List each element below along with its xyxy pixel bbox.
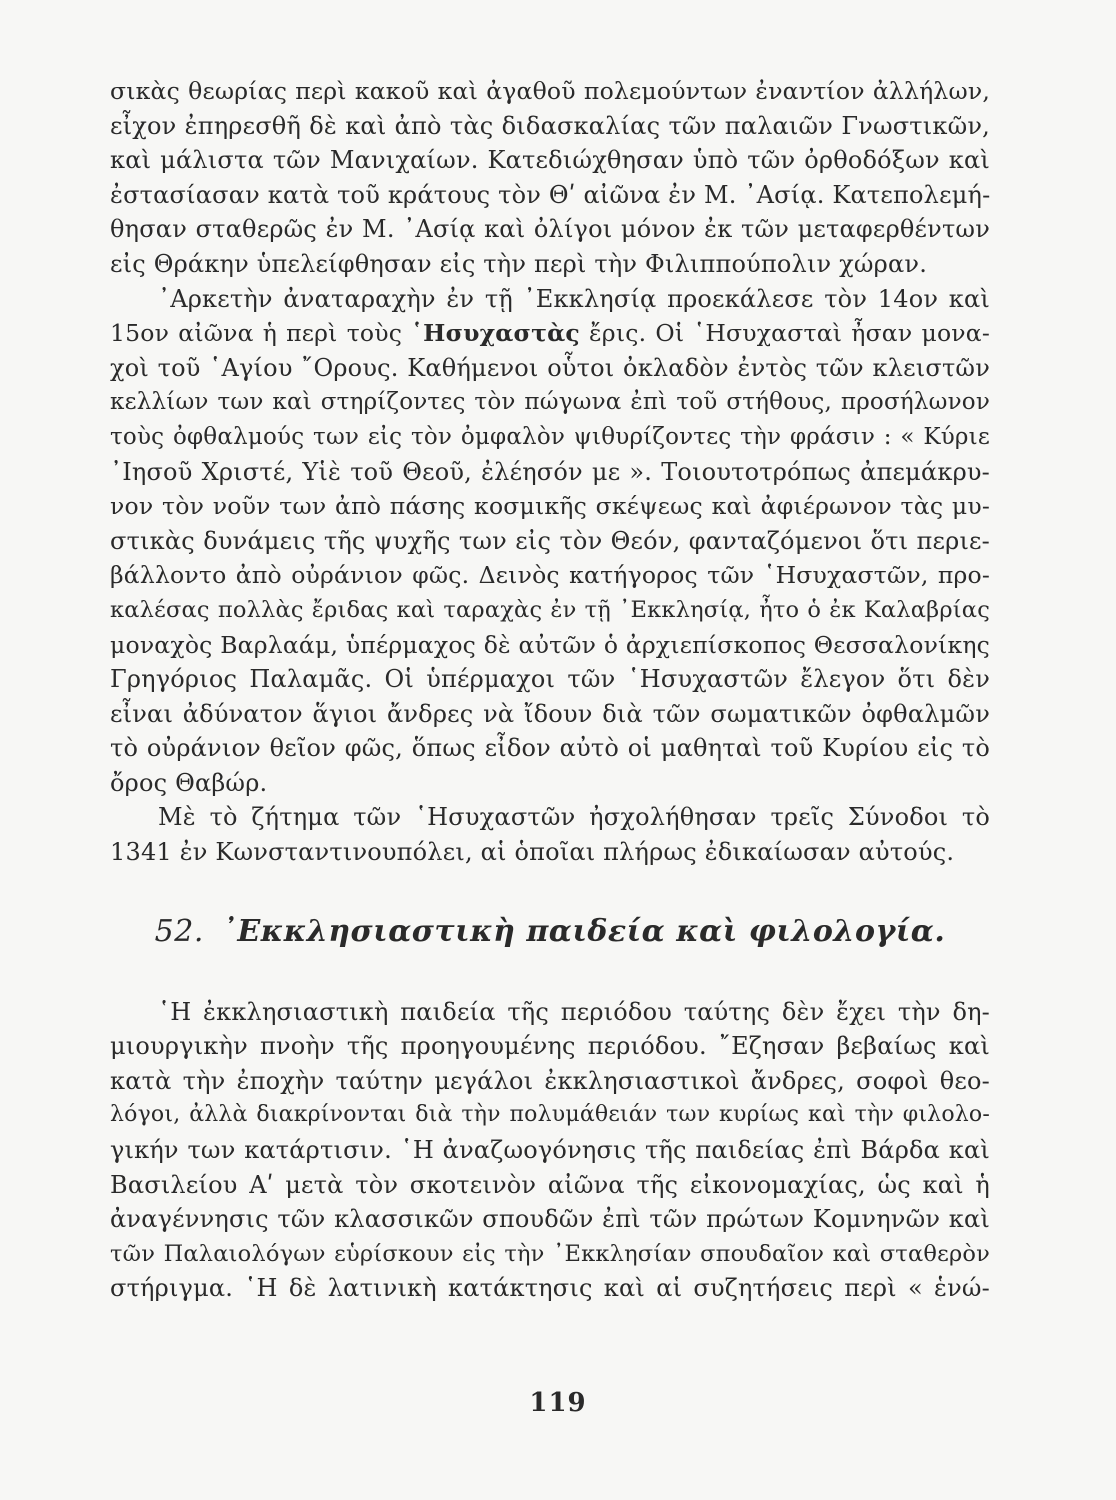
text-line: μιουργικὴν πνοὴν τῆς προηγουμένης περιόδου. ῎Εζησαν βεβαίως καὶ — [110, 1032, 990, 1061]
text-line: χοὶ τοῦ ῾Αγίου ῎Ορους. Καθήμενοι οὗτοι ὀκλαδὸν ἐντὸς τῶν κλειστῶν — [110, 353, 990, 382]
section-heading — [110, 914, 990, 949]
text-line: κελλίων των καὶ στηρίζοντες τὸν πώγωνα ἐπὶ τοῦ στήθους, προσήλωνον — [110, 389, 990, 416]
text-line: νον τὸν νοῦν των ἀπὸ πάσης κοσμικῆς σκέψεως καὶ ἀφιέρωνον τὰς μυ- — [110, 492, 990, 521]
paragraph-synods — [110, 800, 990, 869]
section-number: 52. — [154, 913, 204, 949]
text-fragment: ἔρις. Οἱ ῾Ησυχασταὶ ἦσαν μονα- — [579, 319, 990, 348]
text-line: ἐστασίασαν κατὰ τοῦ κράτους τὸν Θʹ αἰῶνα ἐν Μ. ᾿Ασίᾳ. Κατεπολεμή- — [110, 180, 991, 209]
text-line: Γρηγόριος Παλαμᾶς. Οἱ ὑπέρμαχοι τῶν ῾Ησυχαστῶν ἔλεγον ὅτι δὲν — [110, 665, 990, 694]
text-line: κατὰ τὴν ἐποχὴν ταύτην μεγάλοι ἐκκλησιαστικοὶ ἄνδρες, σοφοὶ θεο- — [110, 1066, 990, 1095]
paragraph-hesychasts — [110, 282, 990, 801]
text-line: γικήν των κατάρτισιν. ῾Η ἀναζωογόνησις τῆς παιδείας ἐπὶ Βάρδα καὶ — [110, 1136, 990, 1165]
paragraph-education — [110, 995, 990, 1306]
text-line: ᾿Ιησοῦ Χριστέ, Υἱὲ τοῦ Θεοῦ, ἐλέησόν με ». Τοιουτοτρόπως ἀπεμάκρυ- — [110, 457, 990, 486]
text-line: ὄρος Θαβώρ. — [110, 768, 268, 797]
text-line: σικὰς θεωρίας περὶ κακοῦ καὶ ἀγαθοῦ πολεμούντων ἐναντίον ἀλλήλων, — [110, 77, 990, 105]
book-page — [110, 74, 990, 1454]
text-line: στικὰς δυνάμεις τῆς ψυχῆς των εἰς τὸν Θεόν, φανταζόμενοι ὅτι περιε- — [110, 526, 990, 555]
text-fragment: 15ον αἰῶνα ἡ περὶ τοὺς — [110, 319, 412, 348]
text-line: ῾Η ἐκκλησιαστικὴ παιδεία τῆς περιόδου ταύτης δὲν ἔχει τὴν δη- — [158, 997, 990, 1026]
text-line: καλέσας πολλὰς ἔριδας καὶ ταραχὰς ἐν τῇ ᾿Εκκλησίᾳ, ἦτο ὁ ἐκ Καλαβρίας — [110, 596, 990, 623]
text-line: τῶν Παλαιολόγων εὑρίσκουν εἰς τὴν ᾿Εκκλησίαν σπουδαῖον καὶ σταθερὸν — [110, 1240, 990, 1267]
page-number: 119 — [529, 1388, 587, 1418]
text-line: τὸ οὐράνιον θεῖον φῶς, ὅπως εἶδον αὐτὸ οἱ μαθηταὶ τοῦ Κυρίου εἰς τὸ — [110, 734, 990, 763]
text-line: ἀναγέννησις τῶν κλασσικῶν σπουδῶν ἐπὶ τῶν πρώτων Κομνηνῶν καὶ — [110, 1205, 990, 1234]
text-line: ᾿Αρκετὴν ἀναταραχὴν ἐν τῇ ᾿Εκκλησίᾳ προεκάλεσε τὸν 14ον καὶ — [158, 284, 990, 313]
text-line: 1341 ἐν Κωνσταντινουπόλει, αἱ ὁποῖαι πλήρως ἐδικαίωσαν αὐτούς. — [110, 838, 955, 867]
text-line: τοὺς ὀφθαλμούς των εἰς τὸν ὀμφαλὸν ψιθυρίζοντες τὴν φράσιν : « Κύριε — [110, 423, 990, 450]
text-line: θησαν σταθερῶς ἐν Μ. ᾿Ασίᾳ καὶ ὀλίγοι μόνον ἐκ τῶν μεταφερθέντων — [110, 215, 990, 244]
text-line: μοναχὸς Βαρλαάμ, ὑπέρμαχος δὲ αὐτῶν ὁ ἀρχιεπίσκοπος Θεσσαλονίκης — [110, 630, 990, 659]
text-line: λόγοι, ἀλλὰ διακρίνονται διὰ τὴν πολυμάθειάν των κυρίως καὶ τὴν φιλολο- — [110, 1102, 990, 1128]
section-title: ᾿Εκκλησιαστικὴ παιδεία καὶ φιλολογία. — [221, 913, 946, 949]
text-line: Μὲ τὸ ζήτημα τῶν ῾Ησυχαστῶν ἠσχολήθησαν τρεῖς Σύνοδοι τὸ — [158, 803, 990, 832]
text-line: Βασιλείου Αʹ μετὰ τὸν σκοτεινὸν αἰῶνα τῆς εἰκονομαχίας, ὡς καὶ ἡ — [110, 1170, 990, 1199]
bold-term-hesychasts: ῾Ησυχαστὰς — [411, 319, 580, 348]
text-line: εἶναι ἀδύνατον ἅγιοι ἄνδρες νὰ ἴδουν διὰ τῶν σωματικῶν ὀφθαλμῶν — [110, 699, 990, 728]
text-line: καὶ μάλιστα τῶν Μανιχαίων. Κατεδιώχθησαν ὑπὸ τῶν ὀρθοδόξων καὶ — [110, 146, 990, 175]
text-line: στήριγμα. ῾Η δὲ λατινικὴ κατάκτησις καὶ αἱ συζητήσεις περὶ « ἑνώ- — [110, 1274, 990, 1303]
text-line: εἰς Θράκην ὑπελείφθησαν εἰς τὴν περὶ τὴν Φιλιππούπολιν χώραν. — [110, 249, 928, 278]
text-line-with-bold-term — [110, 316, 990, 351]
text-line: βάλλοντο ἀπὸ οὐράνιον φῶς. Δεινὸς κατήγορος τῶν ῾Ησυχαστῶν, προ- — [110, 561, 990, 590]
paragraph-paulicians — [110, 74, 990, 282]
text-line: εἶχον ἐπηρεσθῆ δὲ καὶ ἀπὸ τὰς διδασκαλίας τῶν παλαιῶν Γνωστικῶν, — [110, 111, 990, 140]
